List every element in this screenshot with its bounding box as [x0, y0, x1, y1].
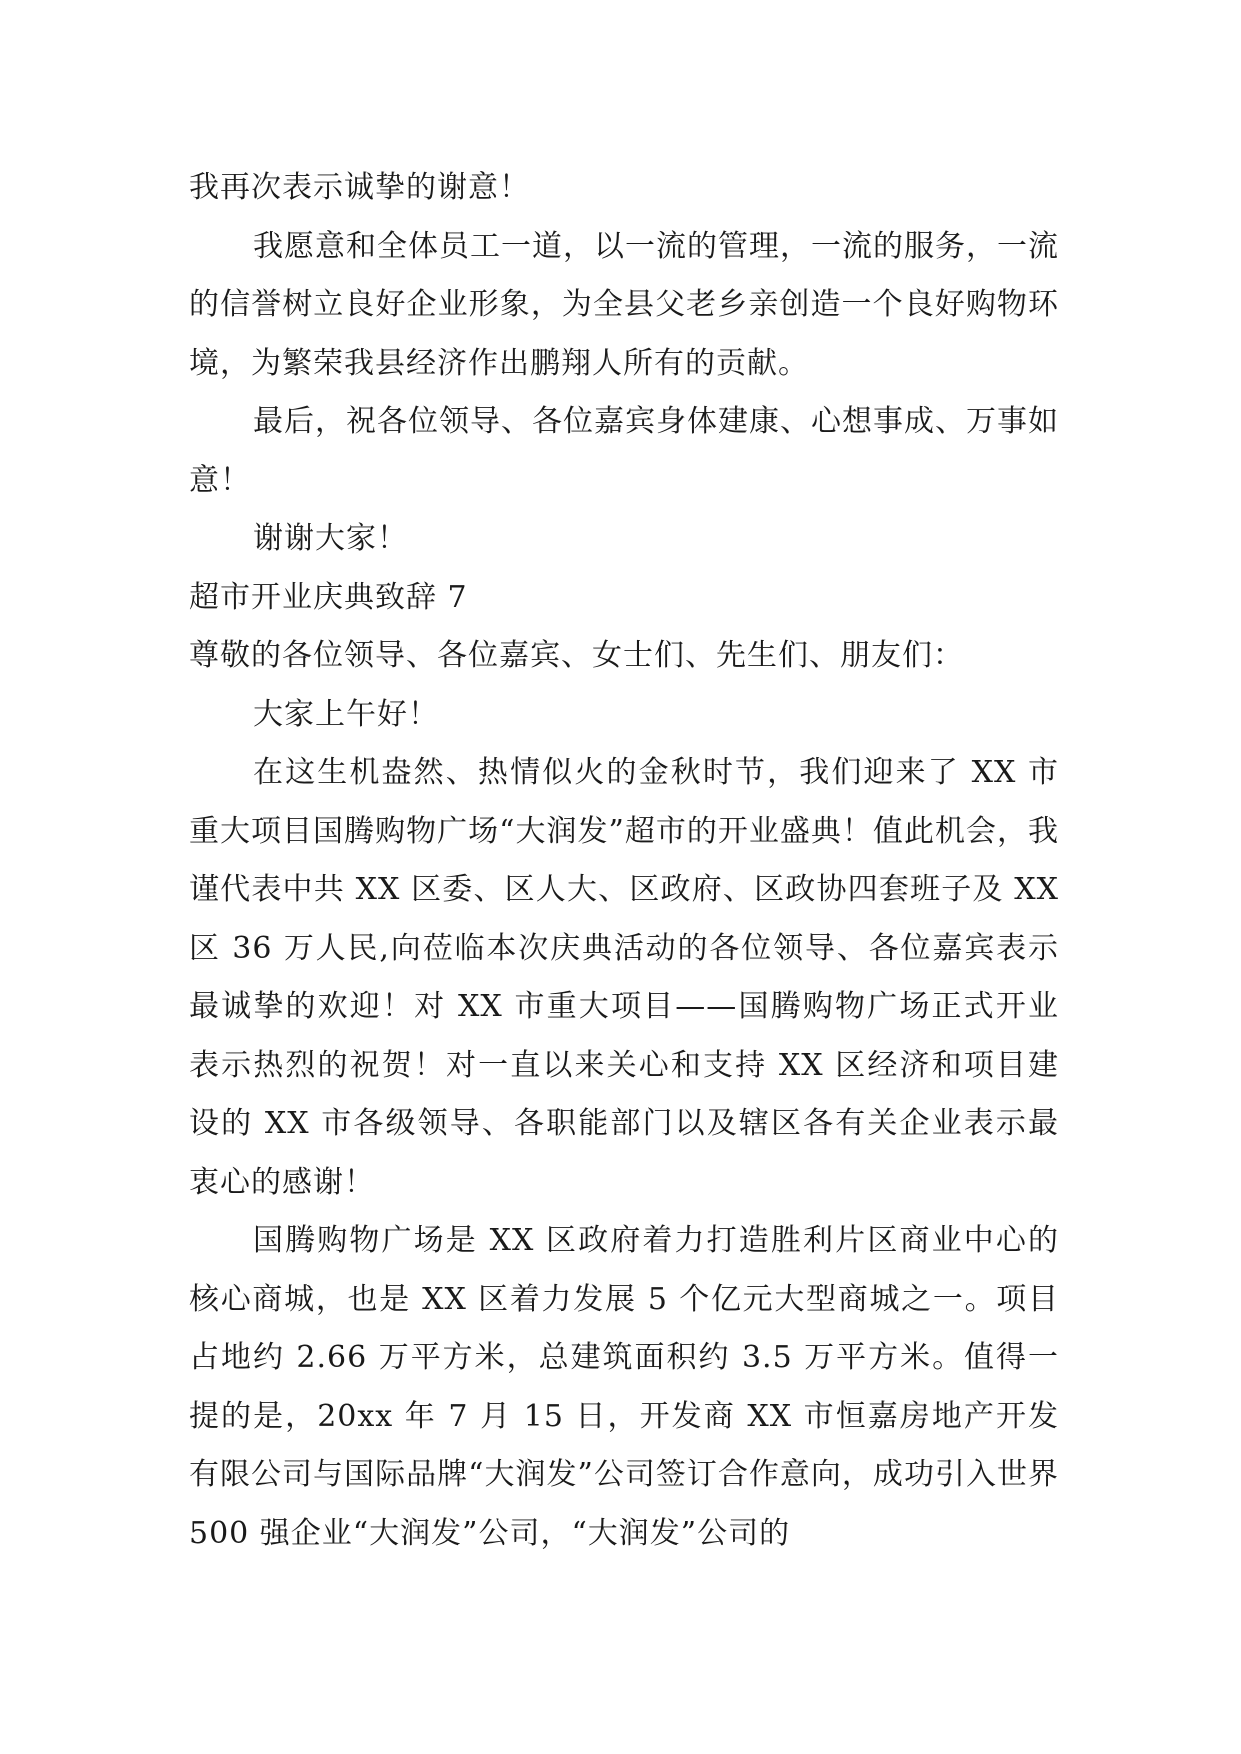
paragraph-greeting: 大家上午好！: [253, 696, 439, 732]
paragraph-thank-all: 谢谢大家！: [253, 521, 408, 556]
paragraph-commitment: 我愿意和全体员工一道，以一流的管理，一流的服务，一流的信誉树立良好企业形象，为全县父老乡亲创造一个良好购物环境，为繁荣我县经济作出鹏翔人所有的贡献。: [189, 228, 1059, 381]
salutation: 尊敬的各位领导、各位嘉宾、女士们、先生们、朋友们：: [189, 638, 964, 673]
section-heading: 超市开业庆典致辞 7: [189, 579, 468, 615]
paragraph-project-intro: 国腾购物广场是 XX 区政府着力打造胜利片区商业中心的核心商城，也是 XX 区着力发展 5 个亿元大型商城之一。项目占地约 2.66 万平方米，总建筑面积约 3.5 万平方米。值得一提的是，20xx 年 7 月 15 日，开发商 XX 市恒嘉房地产开发有限公司与国际品牌“大润发”公司签订合作意向，成功引入世界 500 强企业“大润发”公司，“大润发”公司的: [189, 1223, 1059, 1551]
paragraph-closing-thanks: 我再次表示诚挚的谢意！: [189, 170, 530, 205]
paragraph-welcome: 在这生机盎然、热情似火的金秋时节，我们迎来了 XX 市重大项目国腾购物广场“大润发”超市的开业盛典！值此机会，我谨代表中共 XX 区委、区人大、区政府、区政协四套班子及 XX 区 36 万人民,向莅临本次庆典活动的各位领导、各位嘉宾表示最诚挚的欢迎！对 XX 市重大项目——国腾购物广场正式开业表示热烈的祝贺！对一直以来关心和支持 XX 区经济和项目建设的 XX 市各级领导、各职能部门以及辖区各有关企业表示最衷心的感谢！: [189, 755, 1059, 1200]
document-body: [189, 159, 1059, 1563]
paragraph-wishes: 最后，祝各位领导、各位嘉宾身体建康、心想事成、万事如意！: [189, 404, 1059, 498]
